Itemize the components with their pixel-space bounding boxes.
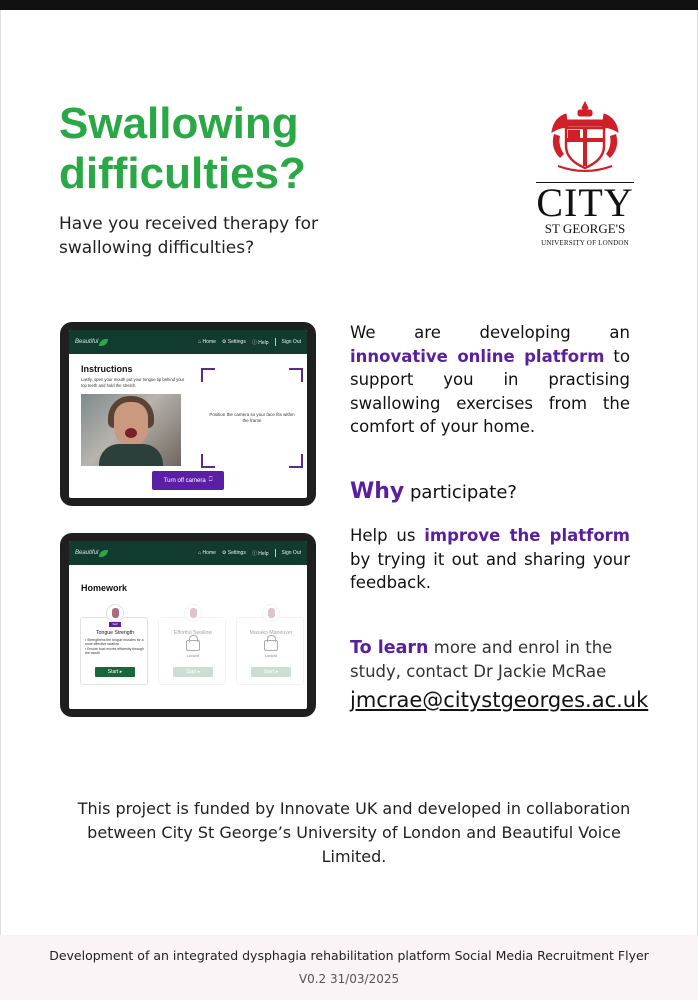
learn-rest: more and enrol in the study, contact Dr Jackie McRae [350, 638, 613, 681]
start-button-disabled: Start ▸ [251, 667, 291, 677]
turn-off-camera-button[interactable] [152, 471, 224, 490]
nav-settings[interactable]: ⚙ Settings [221, 550, 246, 556]
footer-version: V0.2 31/03/2025 [298, 972, 400, 986]
instructions-text: Lastly, open your mouth put your tongue tip behind your top teeth and hold the stretch. [81, 377, 185, 388]
exercise-avatar-icon [262, 604, 280, 622]
app-bar [69, 330, 307, 354]
exercise-avatar-icon [184, 604, 202, 622]
nav-help[interactable]: ⓘ Help [251, 339, 269, 346]
exercise-card[interactable] [80, 617, 148, 685]
camera-frame-hint: Position the camera so your face fits within the frame [209, 412, 295, 423]
footer-title: Development of an integrated dysphagia rehabilitation platform Social Media Recruitment Flyer [49, 948, 649, 963]
help-text-a: Help us [350, 526, 425, 545]
nav-sign-out[interactable]: Sign Out [281, 339, 301, 345]
start-button-disabled: Start ▸ [173, 667, 213, 677]
intro-paragraph [350, 321, 630, 439]
help-text-b: by trying it out and sharing your feedback. [350, 549, 630, 592]
instructions-title: Instructions [81, 364, 133, 374]
why-highlight: Why [350, 479, 405, 504]
camera-feed-image [81, 394, 181, 466]
nav-home[interactable]: ⌂ Home [198, 550, 216, 556]
nav-divider [275, 549, 276, 557]
nav-settings[interactable]: ⚙ Settings [221, 339, 246, 345]
app-brand: Beautiful [75, 550, 108, 557]
exercise-bullets [85, 638, 145, 656]
homework-title: Homework [81, 583, 128, 593]
exercise-card-locked [158, 617, 226, 685]
nav-sign-out[interactable]: Sign Out [281, 550, 301, 556]
contact-email-link[interactable]: jmcrae@citystgeorges.ac.uk [350, 688, 649, 712]
start-button[interactable]: Start ▸ [95, 667, 135, 677]
why-heading [350, 478, 630, 507]
nav-help[interactable]: ⓘ Help [251, 550, 269, 557]
leaf-icon [99, 339, 108, 346]
locked-label: Locked [186, 654, 200, 658]
footer [0, 935, 698, 1000]
tablet-screen [69, 330, 307, 498]
nav-home[interactable]: ⌂ Home [198, 339, 216, 345]
locked-label: Locked [264, 654, 278, 658]
exercise-bullet: • Ensure food moves efficiently through the mouth [85, 646, 144, 656]
tablet-homework-mockup [60, 533, 316, 717]
help-highlight: improve the platform [424, 526, 630, 545]
tablet-instructions-mockup [60, 322, 316, 506]
top-bar [0, 0, 698, 10]
exercise-tag: Sell [109, 622, 121, 627]
funding-statement: This project is funded by Innovate UK and developed in collaboration between City St George’s University of London and Beautiful Voice Limited. [77, 799, 631, 866]
app-nav [198, 338, 301, 346]
help-paragraph [350, 524, 630, 595]
subheadline: Have you received therapy for swallowing difficulties? [59, 214, 319, 258]
exercise-name: Masako Maneuver [249, 630, 293, 636]
exercise-name: Effortful Swallow [173, 630, 213, 636]
logo-city: CITY [536, 180, 634, 225]
intro-highlight: innovative online platform [350, 346, 605, 366]
lock-icon [264, 640, 278, 651]
crest-icon [532, 98, 638, 178]
logo-tagline: UNIVERSITY OF LONDON [541, 239, 629, 247]
headline: Swallowing difficulties? [59, 99, 306, 198]
camera-icon: ⎕ [208, 477, 213, 483]
turn-off-camera-label: Turn off camera [163, 477, 206, 484]
university-logo [532, 98, 638, 254]
nav-divider [275, 338, 276, 346]
exercise-bullet: • Strengthens the tongue muscles for a more effective swallow [85, 638, 144, 647]
app-brand: Beautiful [75, 339, 108, 346]
app-bar [69, 541, 307, 565]
lock-icon [186, 640, 200, 651]
exercise-avatar-icon [106, 604, 124, 622]
app-nav [198, 549, 301, 557]
exercise-name: Tongue Strength [95, 630, 135, 636]
leaf-icon [99, 550, 108, 557]
contact-paragraph [350, 636, 630, 684]
why-rest: participate? [404, 482, 517, 503]
intro-text-a: We are developing an [350, 323, 630, 342]
tablet-screen [69, 541, 307, 709]
learn-highlight: To learn [350, 638, 429, 658]
logo-st-georges: ST GEORGE'S [544, 221, 626, 236]
exercise-card-locked [236, 617, 304, 685]
intro-text-b: to support you in practising swallowing exercises from the comfort of your home. [350, 346, 630, 436]
